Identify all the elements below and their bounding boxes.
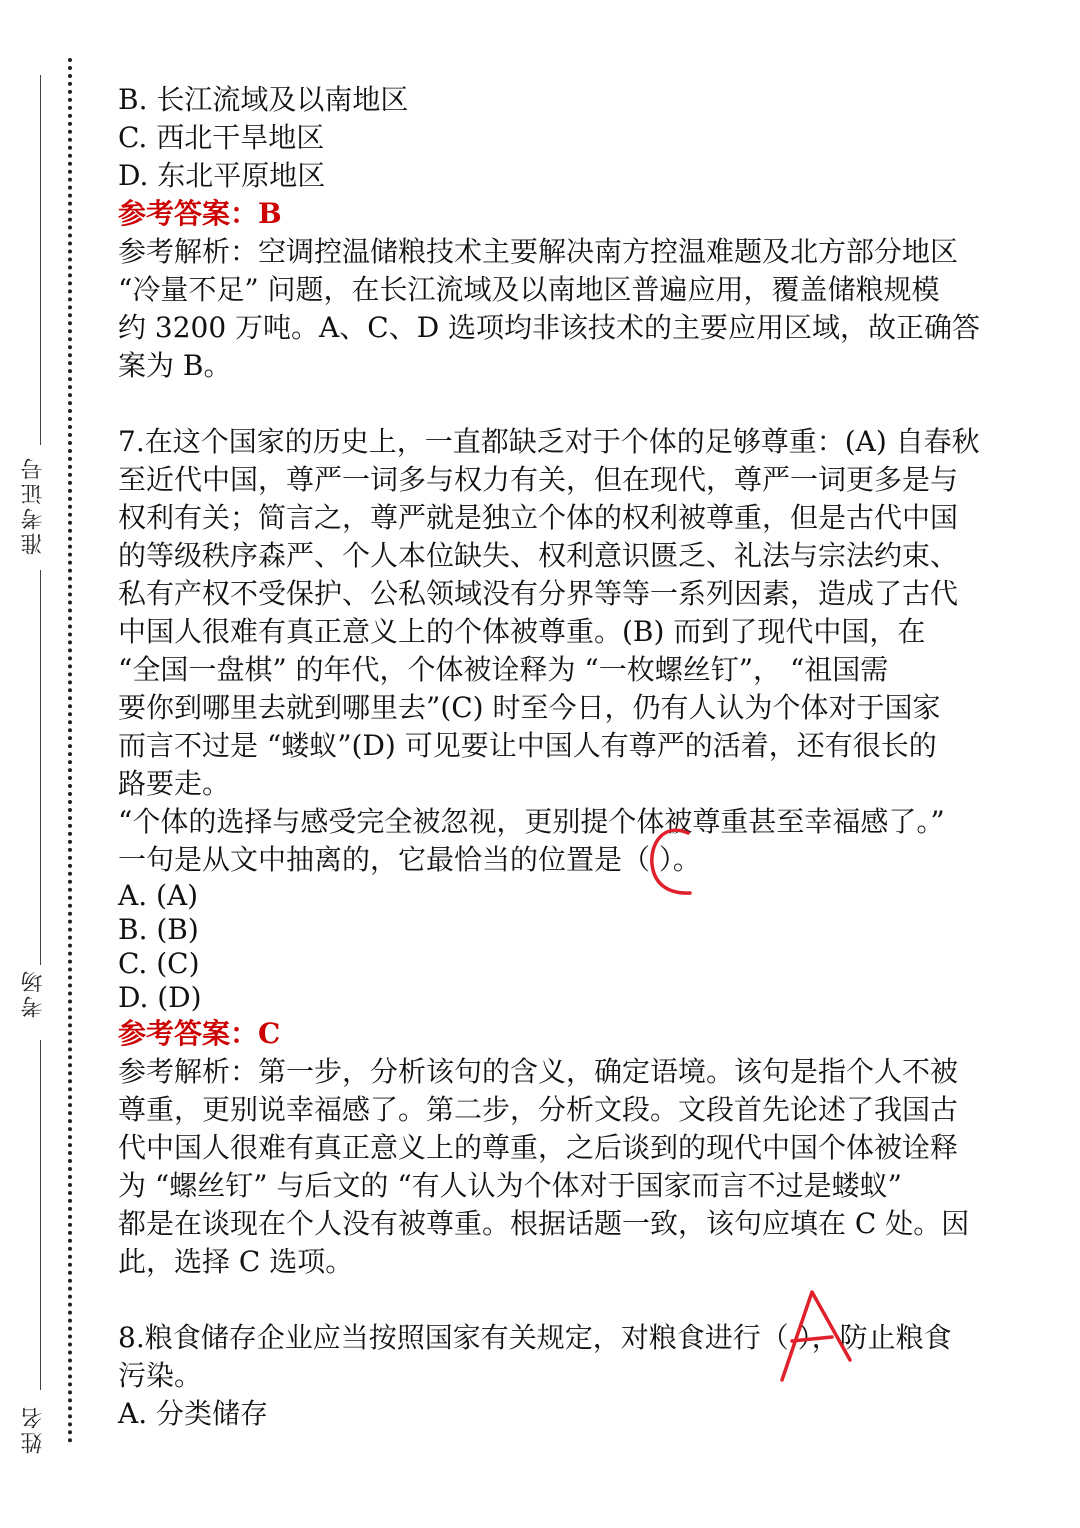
q8-stem <box>118 1319 1018 1395</box>
q7-stem-line: 权利有关；简言之，尊严就是独立个体的权利被尊重，但是古代中国 <box>118 501 959 534</box>
q8-stem-line: 8.粮食储存企业应当按照国家有关规定，对粮食进行（ ），防止粮食 <box>118 1321 952 1354</box>
q6-options <box>118 81 1018 195</box>
document-body <box>118 81 1018 1433</box>
q7-stem-line: “个体的选择与感受完全被忽视，更别提个体被尊重甚至幸福感了。” <box>118 805 945 838</box>
q7-option-a: A. (A) <box>118 879 199 912</box>
q7-analysis-line: 尊重，更别说幸福感了。第二步，分析文段。文段首先论述了我国古 <box>118 1093 959 1126</box>
q7-analysis-line: 参考解析：第一步，分析该句的含义，确定语境。该句是指个人不被 <box>118 1055 959 1088</box>
q7-stem-line: 要你到哪里去就到哪里去”(C) 时至今日，仍有人认为个体对于国家 <box>118 691 941 724</box>
q7-option-c: C. (C) <box>118 947 200 980</box>
paragraph-gap <box>118 385 1018 423</box>
exam-room-fill-line <box>40 570 41 965</box>
q7-analysis-line: 都是在谈现在个人没有被尊重。根据话题一致，该句应填在 C 处。因 <box>118 1207 970 1240</box>
q6-analysis-line: “冷量不足” 问题，在长江流域及以南地区普遍应用，覆盖储粮规模 <box>118 273 940 306</box>
q6-option-b: B. 长江流域及以南地区 <box>118 83 409 116</box>
exam-id-fill-line <box>40 75 41 445</box>
q7-stem-line: 路要走。 <box>118 767 231 800</box>
q7-stem <box>118 423 1018 879</box>
q8-stem-line: 污染。 <box>118 1359 203 1392</box>
exam-id-label: 准考证号 <box>21 455 46 555</box>
q7-analysis-line: 此，选择 C 选项。 <box>118 1245 354 1278</box>
name-label: 姓名 <box>21 1404 46 1454</box>
q7-options <box>118 879 1018 1015</box>
q7-analysis-line: 为 “螺丝钉” 与后文的 “有人认为个体对于国家而言不过是蝼蚁” <box>118 1169 902 1202</box>
q7-stem-line: 中国人很难有真正意义上的个体被尊重。(B) 而到了现代中国，在 <box>118 615 926 648</box>
q7-answer: 参考答案：C <box>118 1017 281 1050</box>
name-fill-line <box>40 1040 41 1390</box>
q7-stem-line: 而言不过是 “蝼蚁”(D) 可见要让中国人有尊严的活着，还有很长的 <box>118 729 937 762</box>
q7-option-d: D. (D) <box>118 981 202 1014</box>
binding-dotted-line <box>68 58 72 1444</box>
q7-stem-line: 至近代中国，尊严一词多与权力有关，但在现代，尊严一词更多是与 <box>118 463 959 496</box>
q6-analysis-line: 案为 B。 <box>118 349 232 382</box>
q7-stem-line: 的等级秩序森严、个人本位缺失、权利意识匮乏、礼法与宗法约束、 <box>118 539 959 572</box>
q6-analysis <box>118 233 1018 385</box>
q7-stem-line: 7.在这个国家的历史上，一直都缺乏对于个体的足够尊重：(A) 自春秋 <box>118 425 980 458</box>
q7-stem-line: “全国一盘棋” 的年代，个体被诠释为 “一枚螺丝钉”， “祖国需 <box>118 653 889 686</box>
q8-options <box>118 1395 1018 1433</box>
q8-option-a: A. 分类储存 <box>118 1397 269 1430</box>
paragraph-gap <box>118 1281 1018 1319</box>
q6-analysis-line: 参考解析：空调控温储粮技术主要解决南方控温难题及北方部分地区 <box>118 235 959 268</box>
q6-answer: 参考答案：B <box>118 197 282 230</box>
q6-analysis-line: 约 3200 万吨。A、C、D 选项均非该技术的主要应用区域，故正确答 <box>118 311 981 344</box>
q7-stem-line: 私有产权不受保护、公私领域没有分界等等一系列因素，造成了古代 <box>118 577 959 610</box>
q6-option-d: D. 东北平原地区 <box>118 159 326 192</box>
exam-room-label: 考场 <box>21 968 46 1018</box>
q7-option-b: B. (B) <box>118 913 199 946</box>
q7-analysis <box>118 1053 1018 1281</box>
q6-option-c: C. 西北干旱地区 <box>118 121 325 154</box>
q7-analysis-line: 代中国人很难有真正意义上的尊重，之后谈到的现代中国个体被诠释 <box>118 1131 959 1164</box>
q7-stem-line: 一句是从文中抽离的，它最恰当的位置是（ ）。 <box>118 843 701 876</box>
